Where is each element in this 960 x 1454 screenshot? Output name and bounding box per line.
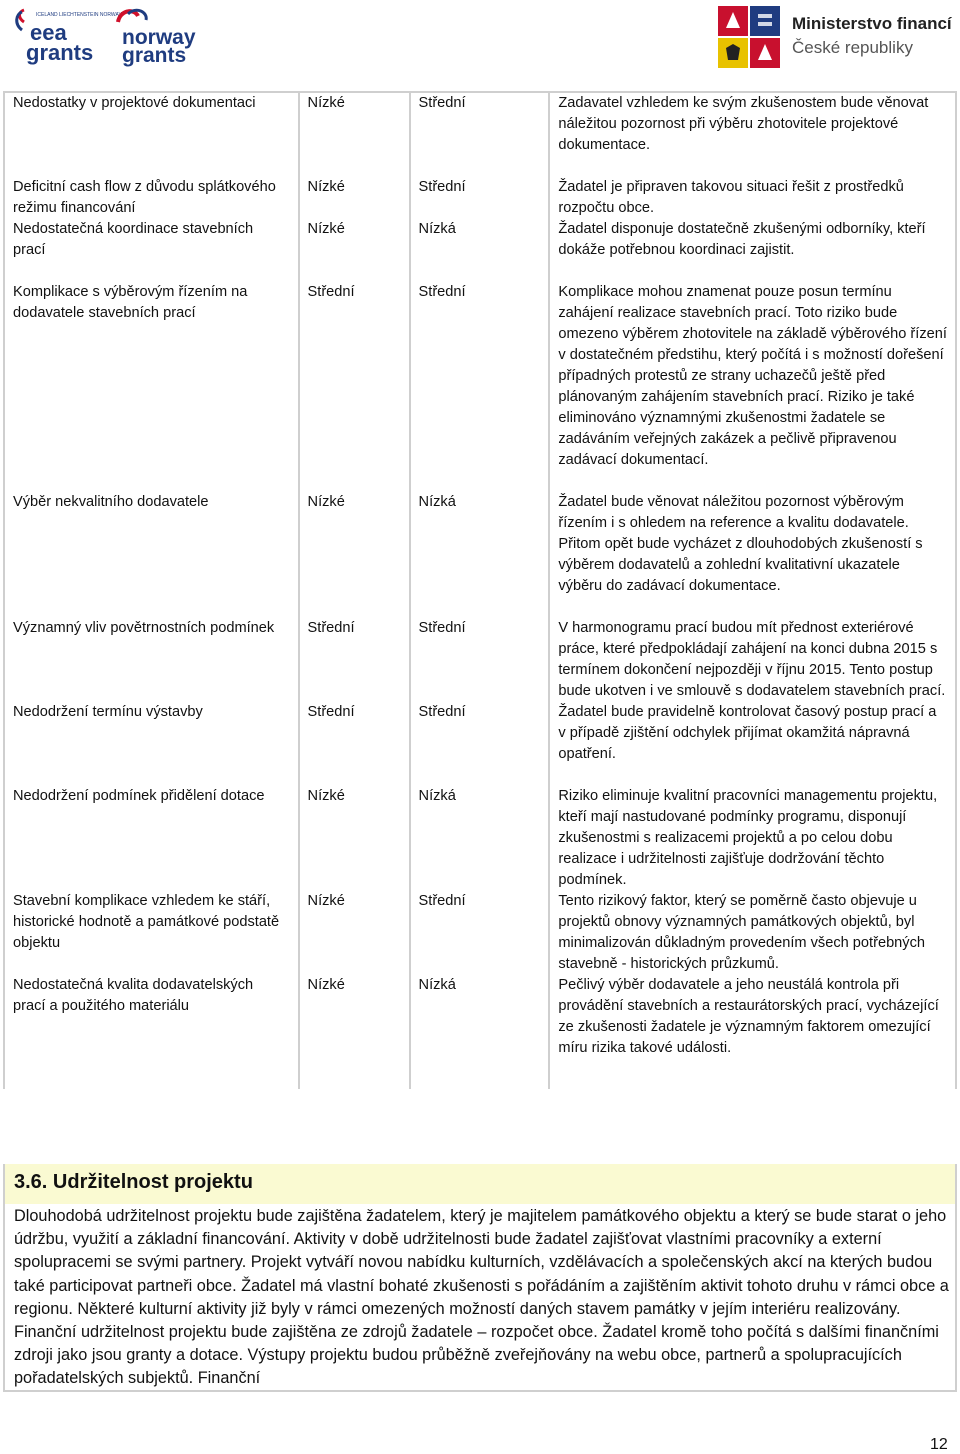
probability-cell: Střední [299,282,410,471]
impact-cell: Střední [410,282,550,471]
probability-cell: Střední [299,702,410,765]
table-row [5,219,955,261]
impact-cell: Střední [410,177,550,219]
probability-cell: Nízké [299,492,410,597]
risk-cell: Stavební komplikace vzhledem ke stáří, historické hodnotě a památkové podstatě objektu [5,891,299,975]
ministry-logo-line2: České republiky [792,38,913,57]
section-title: 3.6. Udržitelnost projektu [14,1171,253,1193]
probability-cell: Nízké [299,786,410,891]
page-header [0,0,960,75]
impact-cell: Střední [410,702,550,765]
mitigation-cell: Žadatel disponuje dostatečně zkušenými odborníky, kteří dokáže potřebnou koordinaci zajistit. [558,221,926,258]
table-row [5,975,955,1059]
table-row [5,702,955,765]
page-number: 12 [930,1436,948,1453]
table-row [5,177,955,219]
ministry-of-finance-logo [716,4,952,70]
table-row [5,492,955,597]
impact-cell: Nízká [410,219,550,261]
mitigation-cell: Žadatel bude věnovat náležitou pozornost výběrovým řízením i s ohledem na reference a kvalitu dodavatele. Přitom opět bude vycházet z dlouhodobých zkušeností s výběrem dodavatelů a zohlední kvalitativní ukazatele výběru do zadávací dokumentace. [558,494,923,594]
probability-cell: Nízké [299,219,410,261]
mitigation-cell: V harmonogramu prací budou mít přednost exteriérové práce, které předpokládají zahájení na konci dubna 2015 s termínem dokončení nejpozději v říjnu 2015. Tento postup bude ukotven i ve smlouvě s dodavatelem stavebních prací. [558,620,946,699]
risk-cell: Deficitní cash flow z důvodu splátkového režimu financování [5,177,299,219]
risk-cell: Nedodržení termínu výstavby [5,702,299,765]
mitigation-cell: Riziko eliminuje kvalitní pracovníci managementu projektu, kteří mají nastudované podmínky programu, disponují zkušenostmi s realizacemi projektů a po celou dobu realizace i udržitelnosti zajišťuje dodržování těchto podmínek. [558,788,938,888]
table-row [5,618,955,702]
table-row [5,93,955,156]
section-body: Dlouhodobá udržitelnost projektu bude zajištěna žadatelem, který je majitelem památkového objektu a který se bude starat o jeho údržbu, využití a základní financování. Aktivity v době udržitelnosti bude žadatel zajišťovat vlastními pracovníky a externí spolupracemi se svými partnery. Projekt vytváří novou nabídku kulturních, vzdělávacích a společenských akcí na kterých budou také participovat partneři obce. Žadatel má vlastní bohaté zkušenosti s pořádáním a zajištěním aktivit tohoto druhu v rámci obce a regionu. Některé kulturní aktivity již byly v rámci omezených možností daných stavem památky v jejím interiéru realizovány. Finanční udržitelnost projektu bude zajištěna ze zdrojů žadatele – rozpočet obce. Žadatel kromě toho počítá s dalšími finančními zdroji jako jsou granty a dotace. Výstupy projektu budou průběžně zveřejňovány na webu obce, partnerů a spolupracujících pořadatelských subjektů. Finanční [14,1207,949,1388]
probability-cell: Nízké [299,93,410,156]
eea-logo-word2: grants [26,40,94,65]
impact-cell: Střední [410,891,550,975]
ministry-logo-line1: Ministerstvo financí [792,14,952,33]
norway-grants-logo [114,8,198,67]
risk-cell: Nedostatečná koordinace stavebních prací [5,219,299,261]
impact-cell: Nízká [410,786,550,891]
eea-logo-word1: eea [30,20,67,45]
mitigation-cell: Zadavatel vzhledem ke svým zkušenostem bude věnovat náležitou pozornost při výběru zhotovitele projektové dokumentace. [558,95,929,153]
norway-logo-word2: grants [122,44,187,67]
mitigation-cell: Tento rizikový faktor, který se poměrně často objevuje u projektů obnovy významných památkových objektů, byl minimalizován důkladným provedením všech potřebných stavebně - historických průzkumů. [558,893,926,972]
impact-cell: Nízká [410,492,550,597]
table-row [5,786,955,891]
risk-table [3,91,957,1089]
probability-cell: Nízké [299,975,410,1059]
eea-grants-logo [16,8,122,65]
norway-logo-word1: norway [122,26,196,49]
mitigation-cell: Pečlivý výběr dodavatele a jeho neustálá kontrola při provádění stavebních a restaurátorských prací, vycházející ze zkušenosti žadatele je významným faktorem omezující míru rizika takové události. [558,977,939,1056]
impact-cell: Střední [410,93,550,156]
mitigation-cell: Žadatel je připraven takovou situaci řešit z prostředků rozpočtu obce. [558,179,904,216]
impact-cell: Nízká [410,975,550,1059]
probability-cell: Nízké [299,891,410,975]
table-row [5,282,955,471]
mitigation-cell: Žadatel bude pravidelně kontrolovat časový postup prací a v případě zjištění odchylek přijímat okamžitá nápravná opatření. [558,704,937,762]
eea-logo-small: ICELAND LIECHTENSTEIN NORWAY [36,12,122,18]
coat-of-arms-icon [716,4,782,70]
probability-cell: Nízké [299,177,410,219]
risk-cell: Nedostatečná kvalita dodavatelských prací a použitého materiálu [5,975,299,1059]
table-row [5,891,955,975]
risk-cell: Významný vliv povětrnostních podmínek [5,618,299,702]
impact-cell: Střední [410,618,550,702]
risk-cell: Nedodržení podmínek přidělení dotace [5,786,299,891]
risk-cell: Komplikace s výběrovým řízením na dodavatele stavebních prací [5,282,299,471]
mitigation-cell: Komplikace mohou znamenat pouze posun termínu zahájení realizace stavebních prací. Toto riziko bude omezeno výběrem zhotovitele na základě výběrového řízení v dostatečném předstihu, který počítá i s možností dořešení případných protestů ze strany uchazečů ještě před plánovaným zahájením stavebních prací. Riziko je také eliminováno významnými zkušenostmi žadatele se zadáváním veřejných zakázek a pečlivě připravenou zadávací dokumentací. [558,284,947,468]
sustainability-section [3,1164,957,1392]
probability-cell: Střední [299,618,410,702]
risk-cell: Výběr nekvalitního dodavatele [5,492,299,597]
risk-cell: Nedostatky v projektové dokumentaci [5,93,299,156]
